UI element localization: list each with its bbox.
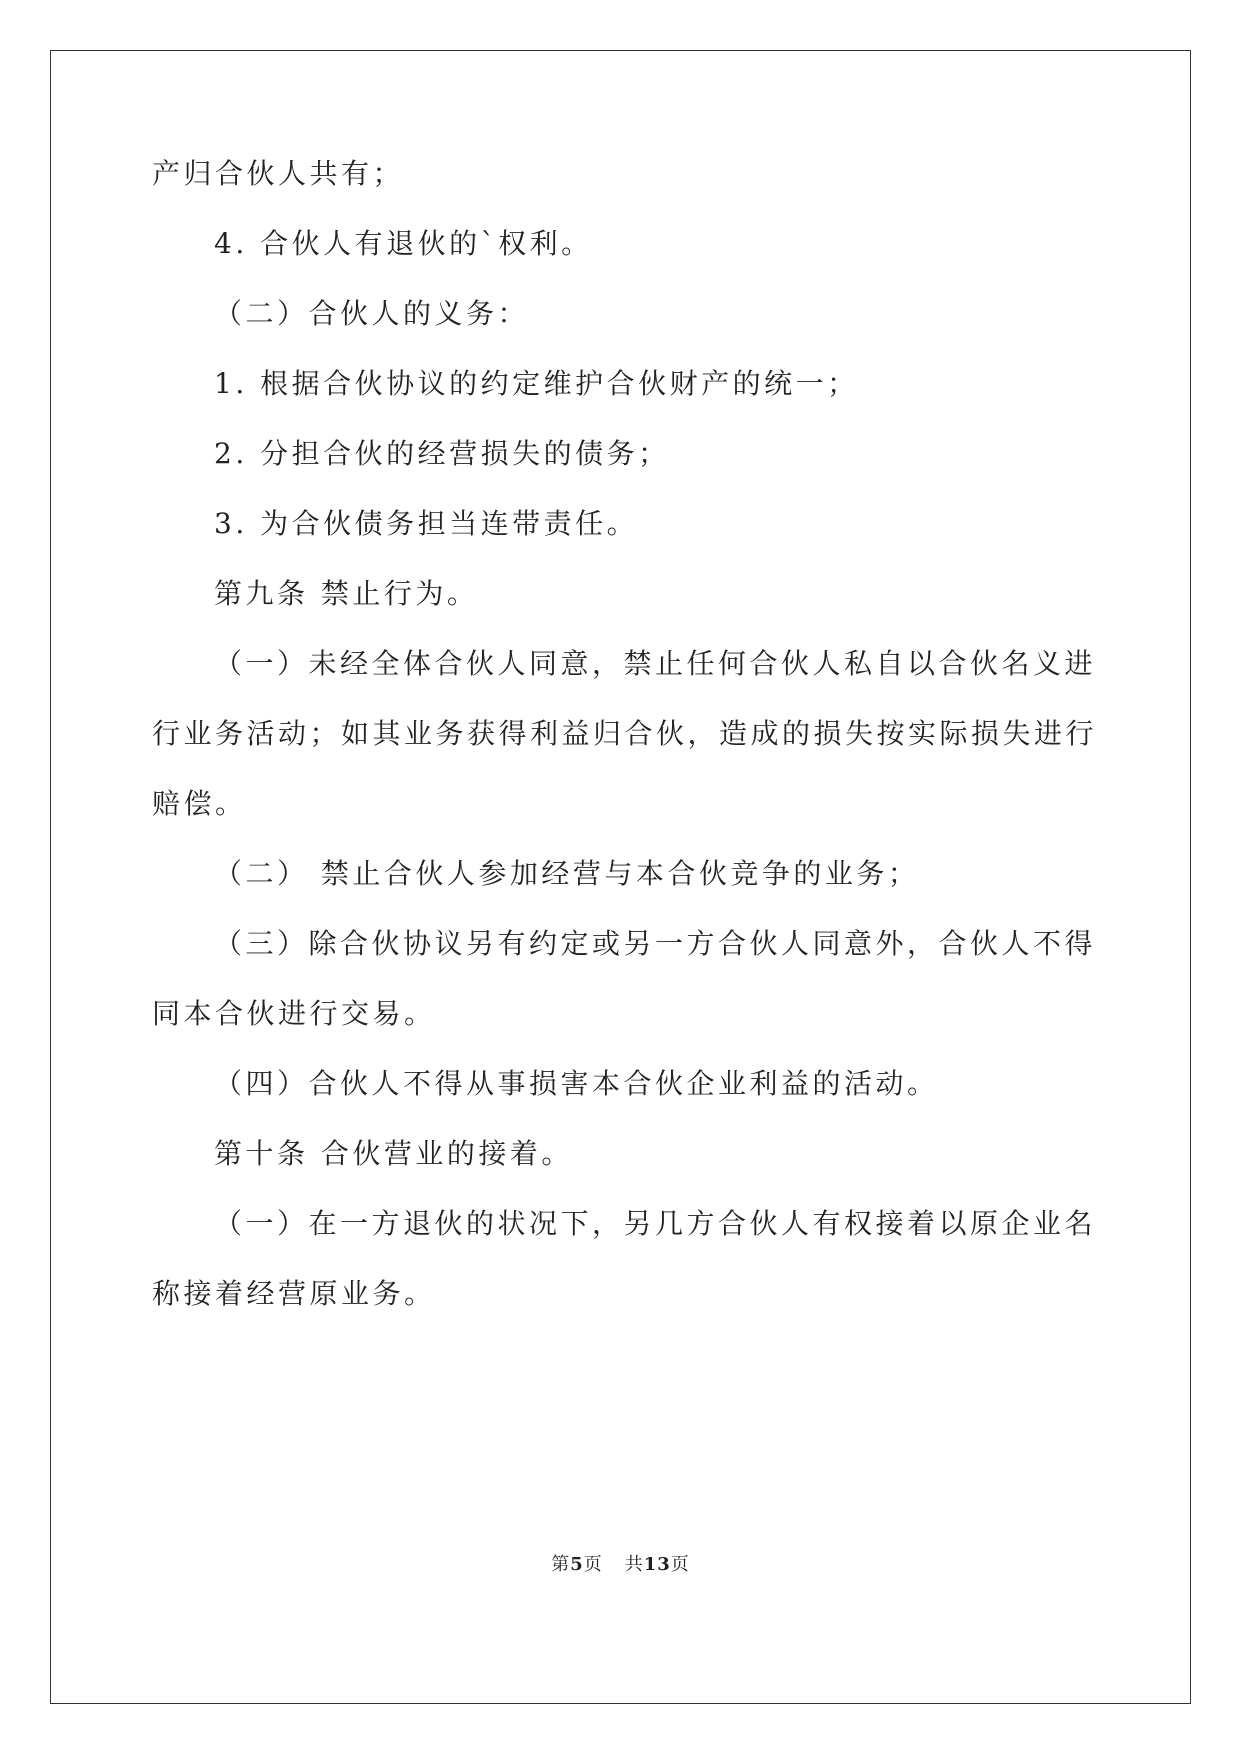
page-number: 5 (570, 1554, 584, 1575)
text-line: （三）除合伙协议另有约定或另一方合伙人同意外，合伙人不得 (214, 927, 1097, 960)
total-prefix: 共 (624, 1554, 644, 1575)
text-line: 2. 分担合伙的经营损失的债务； (214, 437, 670, 470)
text-line: 4. 合伙人有退伙的`权利。 (214, 227, 593, 260)
page-footer (0, 1550, 1241, 1576)
section-heading: 第十条 合伙营业的接着。 (214, 1137, 573, 1170)
text-line: 赔偿。 (152, 787, 247, 820)
text-line: （四）合伙人不得从事损害本合伙企业利益的活动。 (214, 1067, 939, 1100)
text-line: （二） 禁止合伙人参加经营与本合伙竞争的业务； (214, 857, 920, 890)
section-heading: 第九条 禁止行为。 (214, 577, 479, 610)
text-line: （二）合伙人的义务： (214, 297, 530, 330)
page-suffix: 页 (583, 1554, 603, 1575)
text-line: （一）在一方退伙的状况下，另几方合伙人有权接着以原企业名 (214, 1207, 1097, 1240)
text-line: 3. 为合伙债务担当连带责任。 (214, 507, 639, 540)
text-line: 1. 根据合伙协议的约定维护合伙财产的统一； (214, 367, 859, 400)
text-line: 称接着经营原业务。 (152, 1277, 436, 1310)
text-line: 产归合伙人共有； (152, 157, 405, 190)
text-line: 行业务活动；如其业务获得利益归合伙，造成的损失按实际损失进行 (152, 717, 1098, 750)
text-line: 同本合伙进行交易。 (152, 997, 436, 1030)
text-line: （一）未经全体合伙人同意，禁止任何合伙人私自以合伙名义进 (214, 647, 1097, 680)
total-pages: 13 (643, 1554, 671, 1575)
page-prefix: 第 (551, 1554, 571, 1575)
total-suffix: 页 (670, 1554, 690, 1575)
